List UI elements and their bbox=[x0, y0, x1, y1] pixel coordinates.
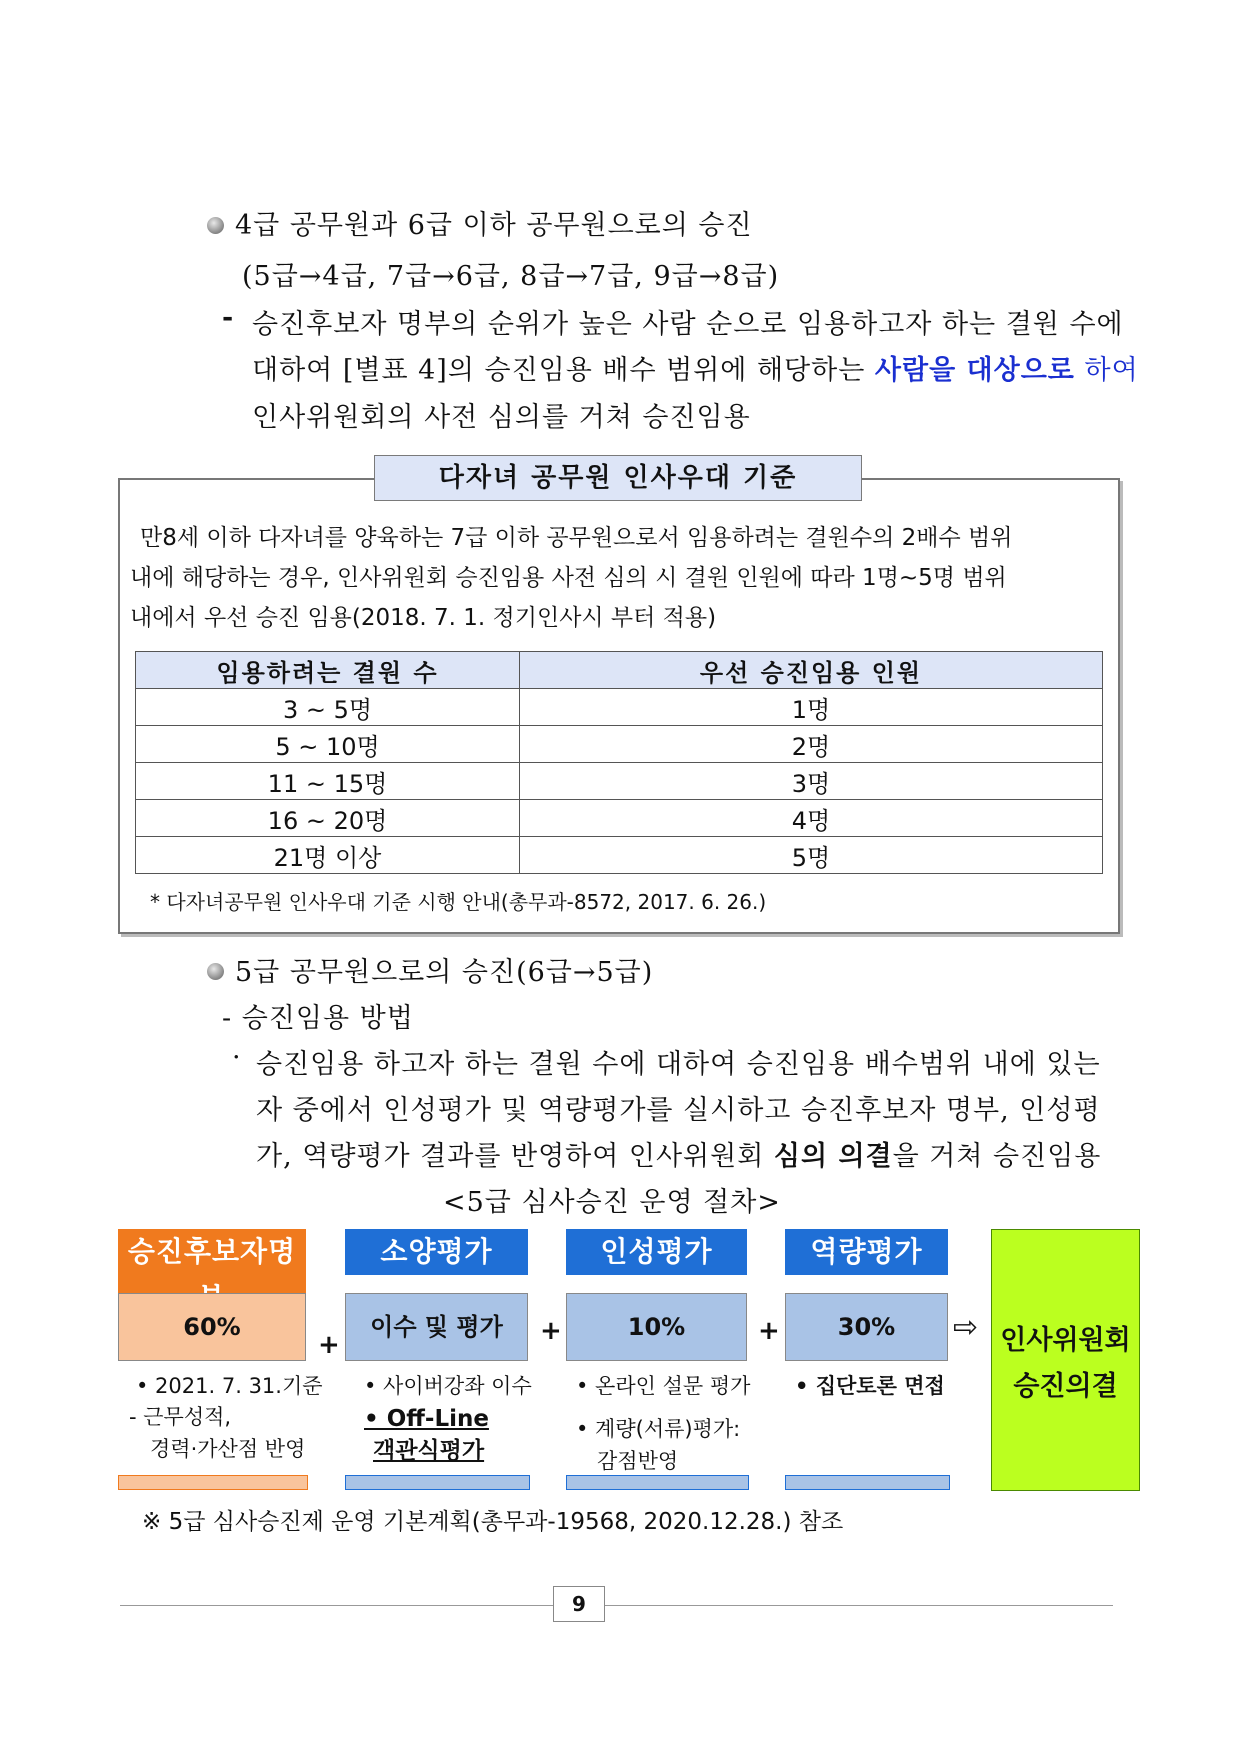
table-cell: 5명 bbox=[520, 837, 1103, 874]
deliberation-text: 심의 의결 bbox=[773, 1141, 893, 1172]
table-cell: 11 ~ 15명 bbox=[136, 763, 520, 800]
flow-step-note: • 집단토론 면접 bbox=[795, 1374, 945, 1398]
table-header: 임용하려는 결원 수 bbox=[136, 652, 520, 689]
section1-subtitle: (5급→4급, 7급→6급, 8급→7급, 9급→8급) bbox=[242, 261, 780, 292]
dash-mark: - bbox=[222, 302, 235, 333]
section1-line2-c: 하여 bbox=[1084, 355, 1139, 386]
section2-method: - 승진임용 방법 bbox=[222, 1003, 414, 1034]
flow-step-note: 객관식평가 bbox=[373, 1438, 485, 1464]
dot-mark: · bbox=[232, 1042, 242, 1073]
flow-step-header: 인성평가 bbox=[566, 1229, 747, 1275]
arrow-right-icon: ⇨ bbox=[953, 1310, 979, 1345]
section2-line1: 승진임용 하고자 하는 결원 수에 대하여 승진임용 배수범위 내에 있는 bbox=[256, 1049, 1101, 1080]
flow-step-note: • Off-Line bbox=[364, 1406, 489, 1432]
box-text-3: 내에서 우선 승진 임용(2018. 7. 1. 정기인사시 부터 적용) bbox=[130, 605, 717, 631]
bullet-icon bbox=[207, 963, 224, 980]
box-footnote: * 다자녀공무원 인사우대 기준 시행 안내(총무과-8572, 2017. 6. 26.) bbox=[150, 890, 767, 914]
plus-sign: + bbox=[540, 1316, 562, 1346]
table-header-row bbox=[136, 652, 1103, 689]
flow-step-note: • 2021. 7. 31.기준 bbox=[136, 1374, 323, 1398]
priority-table bbox=[135, 651, 1103, 874]
table-cell: 5 ~ 10명 bbox=[136, 726, 520, 763]
table-cell: 3 ~ 5명 bbox=[136, 689, 520, 726]
flow-step-bar bbox=[345, 1475, 530, 1490]
table-cell: 1명 bbox=[520, 689, 1103, 726]
flow-step-bar bbox=[118, 1475, 308, 1490]
flow-step-header: 역량평가 bbox=[785, 1229, 948, 1275]
table-cell: 4명 bbox=[520, 800, 1103, 837]
box-title: 다자녀 공무원 인사우대 기준 bbox=[374, 455, 862, 501]
bullet-icon bbox=[207, 217, 224, 234]
flow-step-note: - 근무성적, bbox=[129, 1405, 232, 1429]
flow-step-header: 소양평가 bbox=[345, 1229, 528, 1275]
section2-line3-a: 가, 역량평가 결과를 반영하여 인사위원회 bbox=[256, 1141, 765, 1172]
table-row bbox=[136, 689, 1103, 726]
table-row bbox=[136, 800, 1103, 837]
section1-line2 bbox=[252, 348, 1139, 387]
table-cell: 2명 bbox=[520, 726, 1103, 763]
flow-step-value: 30% bbox=[785, 1293, 948, 1361]
flow-step-note: • 온라인 설문 평가 bbox=[576, 1374, 751, 1398]
section2-line3 bbox=[256, 1134, 1101, 1173]
table-cell: 16 ~ 20명 bbox=[136, 800, 520, 837]
box-text-1: 만8세 이하 다자녀를 양육하는 7급 이하 공무원으로서 임용하려는 결원수의 2배수 범위 bbox=[140, 525, 1013, 551]
table-header: 우선 승진임용 인원 bbox=[520, 652, 1103, 689]
page-number: 9 bbox=[553, 1586, 605, 1622]
footer-rule bbox=[120, 1605, 1113, 1606]
section2-line2: 자 중에서 인성평가 및 역량평가를 실시하고 승진후보자 명부, 인성평 bbox=[256, 1095, 1101, 1126]
flow-step-bar bbox=[566, 1475, 749, 1490]
plus-sign: + bbox=[318, 1330, 340, 1360]
flow-step-note: 감점반영 bbox=[597, 1449, 679, 1473]
section1-line2-a: 대하여 [별표 4]의 승진임용 배수 범위에 해당하는 bbox=[252, 355, 866, 386]
final-step-line2: 승진의결 bbox=[1013, 1371, 1118, 1402]
flow-step-value: 10% bbox=[566, 1293, 747, 1361]
table-row bbox=[136, 726, 1103, 763]
flow-step-note: 경력·가산점 반영 bbox=[150, 1437, 306, 1461]
final-step-line1: 인사위원회 bbox=[1000, 1325, 1131, 1356]
flow-step-value: 이수 및 평가 bbox=[345, 1293, 528, 1361]
section1-line1: 승진후보자 명부의 순위가 높은 사람 순으로 임용하고자 하는 결원 수에 bbox=[252, 309, 1124, 340]
section2-title: 5급 공무원으로의 승진(6급→5급) bbox=[235, 957, 654, 988]
plus-sign: + bbox=[758, 1316, 780, 1346]
reference-note: ※ 5급 심사승진제 운영 기본계획(총무과-19568, 2020.12.28.) 참조 bbox=[142, 1509, 844, 1535]
flow-step-note: • 사이버강좌 이수 bbox=[364, 1374, 532, 1398]
table-row bbox=[136, 837, 1103, 874]
table-cell: 3명 bbox=[520, 763, 1103, 800]
table-row bbox=[136, 763, 1103, 800]
flow-step-header: 승진후보자명 bbox=[118, 1229, 306, 1321]
flow-step-bar bbox=[785, 1475, 950, 1490]
table-cell: 21명 이상 bbox=[136, 837, 520, 874]
flow-step-note: • 계량(서류)평가: bbox=[576, 1417, 741, 1441]
section1-line3: 인사위원회의 사전 심의를 거쳐 승진임용 bbox=[252, 402, 751, 433]
final-step-box bbox=[991, 1229, 1140, 1491]
section1-title: 4급 공무원과 6급 이하 공무원으로의 승진 bbox=[235, 210, 753, 241]
section2-line3-c: 을 거쳐 승진임용 bbox=[892, 1141, 1102, 1172]
box-text-2: 내에 해당하는 경우, 인사위원회 승진임용 사전 심의 시 결원 인원에 따라 1명~5명 범위 bbox=[130, 565, 1007, 591]
procedure-caption: <5급 심사승진 운영 절차> bbox=[443, 1187, 781, 1218]
highlight-target: 사람을 대상으로 bbox=[874, 355, 1075, 386]
flow-step-value: 60% bbox=[118, 1293, 306, 1361]
